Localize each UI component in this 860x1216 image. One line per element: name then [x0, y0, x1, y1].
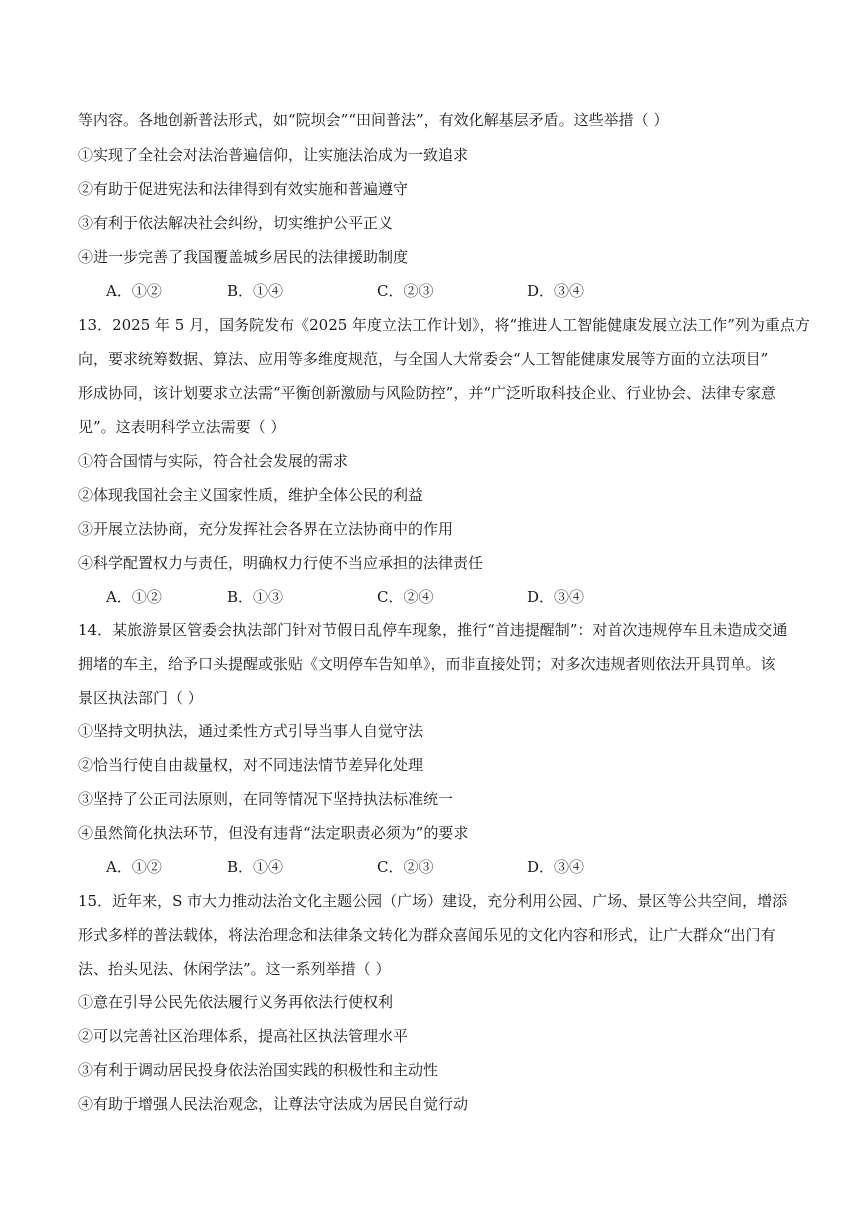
question-14-option-4: ④虽然简化执法环节，但没有违背“法定职责必须为”的要求	[78, 824, 469, 842]
question-13-option-4: ④科学配置权力与责任，明确权力行使不当应承担的法律责任	[78, 554, 484, 572]
question-12-option-1: ①实现了全社会对法治普遍信仰，让实施法治成为一致追求	[78, 146, 469, 164]
question-14-choices	[106, 857, 806, 877]
choice-d: D．③④	[527, 282, 585, 300]
question-13-stem-line-3: 形成协同，该计划要求立法需“平衡创新激励与风险防控”，并“广泛听取科技企业、行业协会、法律专家意	[78, 384, 777, 402]
question-14-stem-line-3: 景区执法部门（ ）	[78, 689, 203, 707]
question-14-stem-line-1: 14．某旅游景区管委会执法部门针对节假日乱停车现象，推行“首违提醒制”：对首次违规停车且未造成交通	[78, 621, 788, 639]
question-12-option-3: ③有利于依法解决社会纠纷，切实维护公平正义	[78, 214, 394, 232]
question-14-option-1: ①坚持文明执法，通过柔性方式引导当事人自觉守法	[78, 722, 424, 740]
question-15-option-4: ④有助于增强人民法治观念，让尊法守法成为居民自觉行动	[78, 1095, 469, 1113]
question-13-stem-line-4: 见”。这表明科学立法需要（ ）	[78, 418, 286, 436]
choice-b: B．①③	[227, 588, 284, 606]
question-13-stem-line-1: 13．2025 年 5 月，国务院发布《2025 年度立法工作计划》，将“推进人工智能健康发展立法工作”列为重点方	[78, 316, 810, 334]
question-15-stem-line-1: 15．近年来，S 市大力推动法治文化主题公园（广场）建设，充分利用公园、广场、景区等公共空间，增添	[78, 892, 788, 910]
choice-d: D．③④	[527, 588, 585, 606]
choice-c: C．②③	[377, 282, 434, 300]
question-14-option-2: ②恰当行使自由裁量权，对不同违法情节差异化处理	[78, 756, 424, 774]
choice-c: C．②③	[377, 858, 434, 876]
choice-d: D．③④	[527, 858, 585, 876]
choice-a: A．①②	[106, 588, 162, 606]
question-13-stem-line-2: 向，要求统筹数据、算法、应用等多维度规范，与全国人大常委会“人工智能健康发展等方面的立法项目”	[78, 350, 769, 368]
question-13-choices	[106, 587, 806, 607]
question-13-option-1: ①符合国情与实际，符合社会发展的需求	[78, 452, 349, 470]
question-14-option-3: ③坚持了公正司法原则，在同等情况下坚持执法标准统一	[78, 790, 454, 808]
question-15-stem-line-2: 形式多样的普法载体，将法治理念和法律条文转化为群众喜闻乐见的文化内容和形式，让广大群众“出门有	[78, 926, 776, 944]
question-12-choices	[106, 281, 806, 301]
choice-b: B．①④	[227, 858, 284, 876]
question-15-option-1: ①意在引导公民先依法履行义务再依法行使权利	[78, 993, 394, 1011]
question-15-option-2: ②可以完善社区治理体系，提高社区执法管理水平	[78, 1027, 409, 1045]
question-13-option-3: ③开展立法协商，充分发挥社会各界在立法协商中的作用	[78, 520, 454, 538]
question-14-stem-line-2: 拥堵的车主，给予口头提醒或张贴《文明停车告知单》，而非直接处罚；对多次违规者则依法开具罚单。该	[78, 655, 776, 673]
question-12-stem-end: 等内容。各地创新普法形式，如“院坝会”“田间普法”，有效化解基层矛盾。这些举措（ ）	[78, 111, 669, 129]
question-13-option-2: ②体现我国社会主义国家性质，维护全体公民的利益	[78, 486, 424, 504]
question-12-option-4: ④进一步完善了我国覆盖城乡居民的法律援助制度	[78, 248, 409, 266]
choice-a: A．①②	[106, 858, 162, 876]
choice-b: B．①④	[227, 282, 284, 300]
question-12-option-2: ②有助于促进宪法和法律得到有效实施和普遍遵守	[78, 180, 409, 198]
question-15-stem-line-3: 法、抬头见法、休闲学法”。这一系列举措（ ）	[78, 960, 391, 978]
question-15-option-3: ③有利于调动居民投身依法治国实践的积极性和主动性	[78, 1061, 439, 1079]
choice-a: A．①②	[106, 282, 162, 300]
choice-c: C．②④	[377, 588, 434, 606]
